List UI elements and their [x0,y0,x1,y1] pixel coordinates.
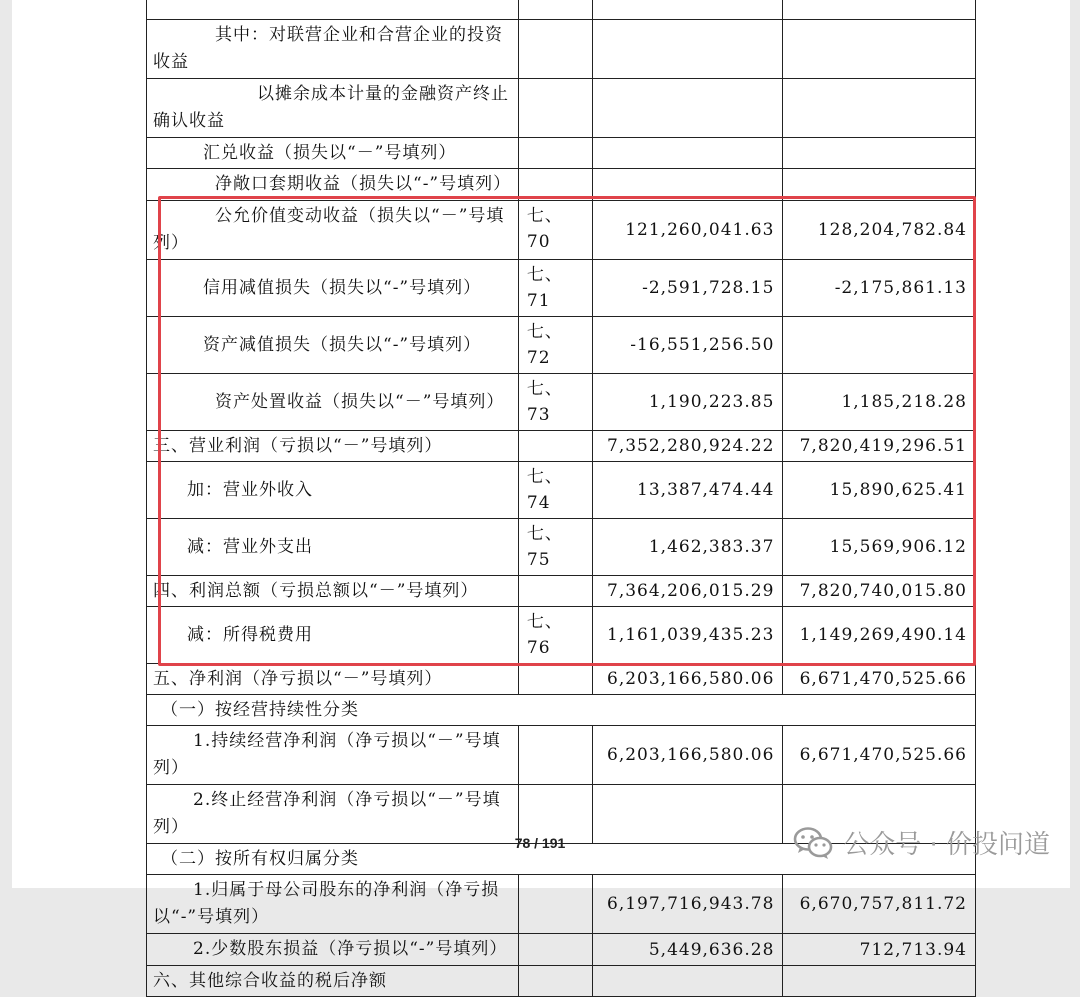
item-cell [147,726,519,785]
previous-period-cell [783,317,976,374]
item-cell [147,934,519,966]
item-text: 1.归属于母公司股东的净利润（净亏损以“-”号填列） [153,880,500,927]
previous-period-cell: 15,890,625.41 [783,462,976,519]
previous-period-cell: 15,569,906.12 [783,519,976,576]
previous-period-cell: 712,713.94 [783,934,976,966]
table-row [147,519,976,576]
current-period-cell [592,20,783,79]
item-text: 以摊余成本计量的金融资产终止确认收益 [153,84,509,131]
item-text: 1.持续经营净利润（净亏损以“－”号填列） [153,731,501,778]
item-cell [147,0,519,20]
table-row [147,966,976,997]
table-row [147,431,976,462]
note-cell [518,0,592,20]
section-heading-cell: （一）按经营持续性分类 [147,695,976,726]
note-cell [518,138,592,169]
current-period-cell: 13,387,474.44 [592,462,783,519]
current-period-cell [592,966,783,997]
current-period-cell: 1,161,039,435.23 [592,607,783,664]
table-row [147,695,976,726]
note-cell: 七、72 [518,317,592,374]
current-period-cell: 1,190,223.85 [592,374,783,431]
table-row [147,317,976,374]
note-cell [518,966,592,997]
previous-period-cell [783,79,976,138]
current-period-cell: 121,260,041.63 [592,201,783,260]
item-cell: 四、利润总额（亏损总额以“－”号填列） [147,576,519,607]
previous-period-cell: 128,204,782.84 [783,201,976,260]
item-cell [147,20,519,79]
current-period-cell [592,169,783,201]
table-row [147,664,976,695]
table-row [147,462,976,519]
previous-period-cell: 6,670,757,811.72 [783,875,976,934]
item-cell: 信用减值损失（损失以“-”号填列） [147,260,519,317]
previous-period-cell: 6,671,470,525.66 [783,664,976,695]
item-text: 资产处置收益（损失以“－”号填列） [215,391,505,412]
current-period-cell: 7,364,206,015.29 [592,576,783,607]
current-period-cell: -2,591,728.15 [592,260,783,317]
item-cell [147,875,519,934]
current-period-cell: 6,203,166,580.06 [592,726,783,785]
table-row [147,169,976,201]
note-cell [518,875,592,934]
current-period-cell: 6,203,166,580.06 [592,664,783,695]
current-period-cell [592,138,783,169]
note-cell [518,664,592,695]
table-row [147,726,976,785]
item-cell: 汇兑收益（损失以“－”号填列） [147,138,519,169]
section-heading-cell: （二）按所有权归属分类 [147,844,976,875]
table-row [147,0,976,20]
note-cell [518,20,592,79]
note-cell: 七、75 [518,519,592,576]
table-row [147,79,976,138]
table-row [147,607,976,664]
item-cell: 五、净利润（净亏损以“－”号填列） [147,664,519,695]
table-row [147,875,976,934]
table-row [147,374,976,431]
current-period-cell: -16,551,256.50 [592,317,783,374]
item-cell: 加：营业外收入 [147,462,519,519]
previous-period-cell: 7,820,740,015.80 [783,576,976,607]
previous-period-cell: 7,820,419,296.51 [783,431,976,462]
table-row [147,20,976,79]
previous-period-cell [783,138,976,169]
page-number: 78 / 191 [514,835,566,851]
watermark [793,824,1050,861]
previous-period-cell [783,0,976,20]
previous-period-cell: 1,149,269,490.14 [783,607,976,664]
item-cell: 减：营业外支出 [147,519,519,576]
table-row [147,201,976,260]
previous-period-cell: 6,671,470,525.66 [783,726,976,785]
previous-period-cell [783,966,976,997]
note-cell: 七、76 [518,607,592,664]
item-text: 2.终止经营净利润（净亏损以“－”号填列） [153,790,501,837]
note-cell [518,934,592,966]
wechat-icon [793,826,833,860]
item-cell: 资产减值损失（损失以“-”号填列） [147,317,519,374]
table-row [147,576,976,607]
item-cell [147,201,519,260]
item-cell: 六、其他综合收益的税后净额 [147,966,519,997]
note-cell [518,726,592,785]
note-cell: 七、71 [518,260,592,317]
previous-period-cell: -2,175,861.13 [783,260,976,317]
item-text: 公允价值变动收益（损失以“－”号填列） [153,206,505,253]
item-cell: 三、营业利润（亏损以“－”号填列） [147,431,519,462]
current-period-cell [592,0,783,20]
note-cell [518,79,592,138]
current-period-cell: 5,449,636.28 [592,934,783,966]
current-period-cell [592,79,783,138]
current-period-cell: 1,462,383.37 [592,519,783,576]
current-period-cell: 7,352,280,924.22 [592,431,783,462]
current-period-cell: 6,197,716,943.78 [592,875,783,934]
note-cell: 七、73 [518,374,592,431]
previous-period-cell: 1,185,218.28 [783,374,976,431]
item-text: 净敞口套期收益（损失以“-”号填列） [215,174,512,194]
table-row [147,138,976,169]
previous-period-cell [783,20,976,79]
item-cell: 减：所得税费用 [147,607,519,664]
note-cell [518,576,592,607]
note-cell [518,169,592,201]
table-row [147,260,976,317]
table-row [147,934,976,966]
item-text: 2.少数股东损益（净亏损以“-”号填列） [193,939,508,959]
note-cell [518,431,592,462]
item-cell [147,374,519,431]
item-cell [147,169,519,201]
note-cell: 七、74 [518,462,592,519]
item-text: 其中：对联营企业和合营企业的投资收益 [153,25,503,72]
previous-period-cell [783,169,976,201]
watermark-text: 公众号 · 价投问道 [843,830,1050,860]
item-cell [147,79,519,138]
note-cell: 七、70 [518,201,592,260]
